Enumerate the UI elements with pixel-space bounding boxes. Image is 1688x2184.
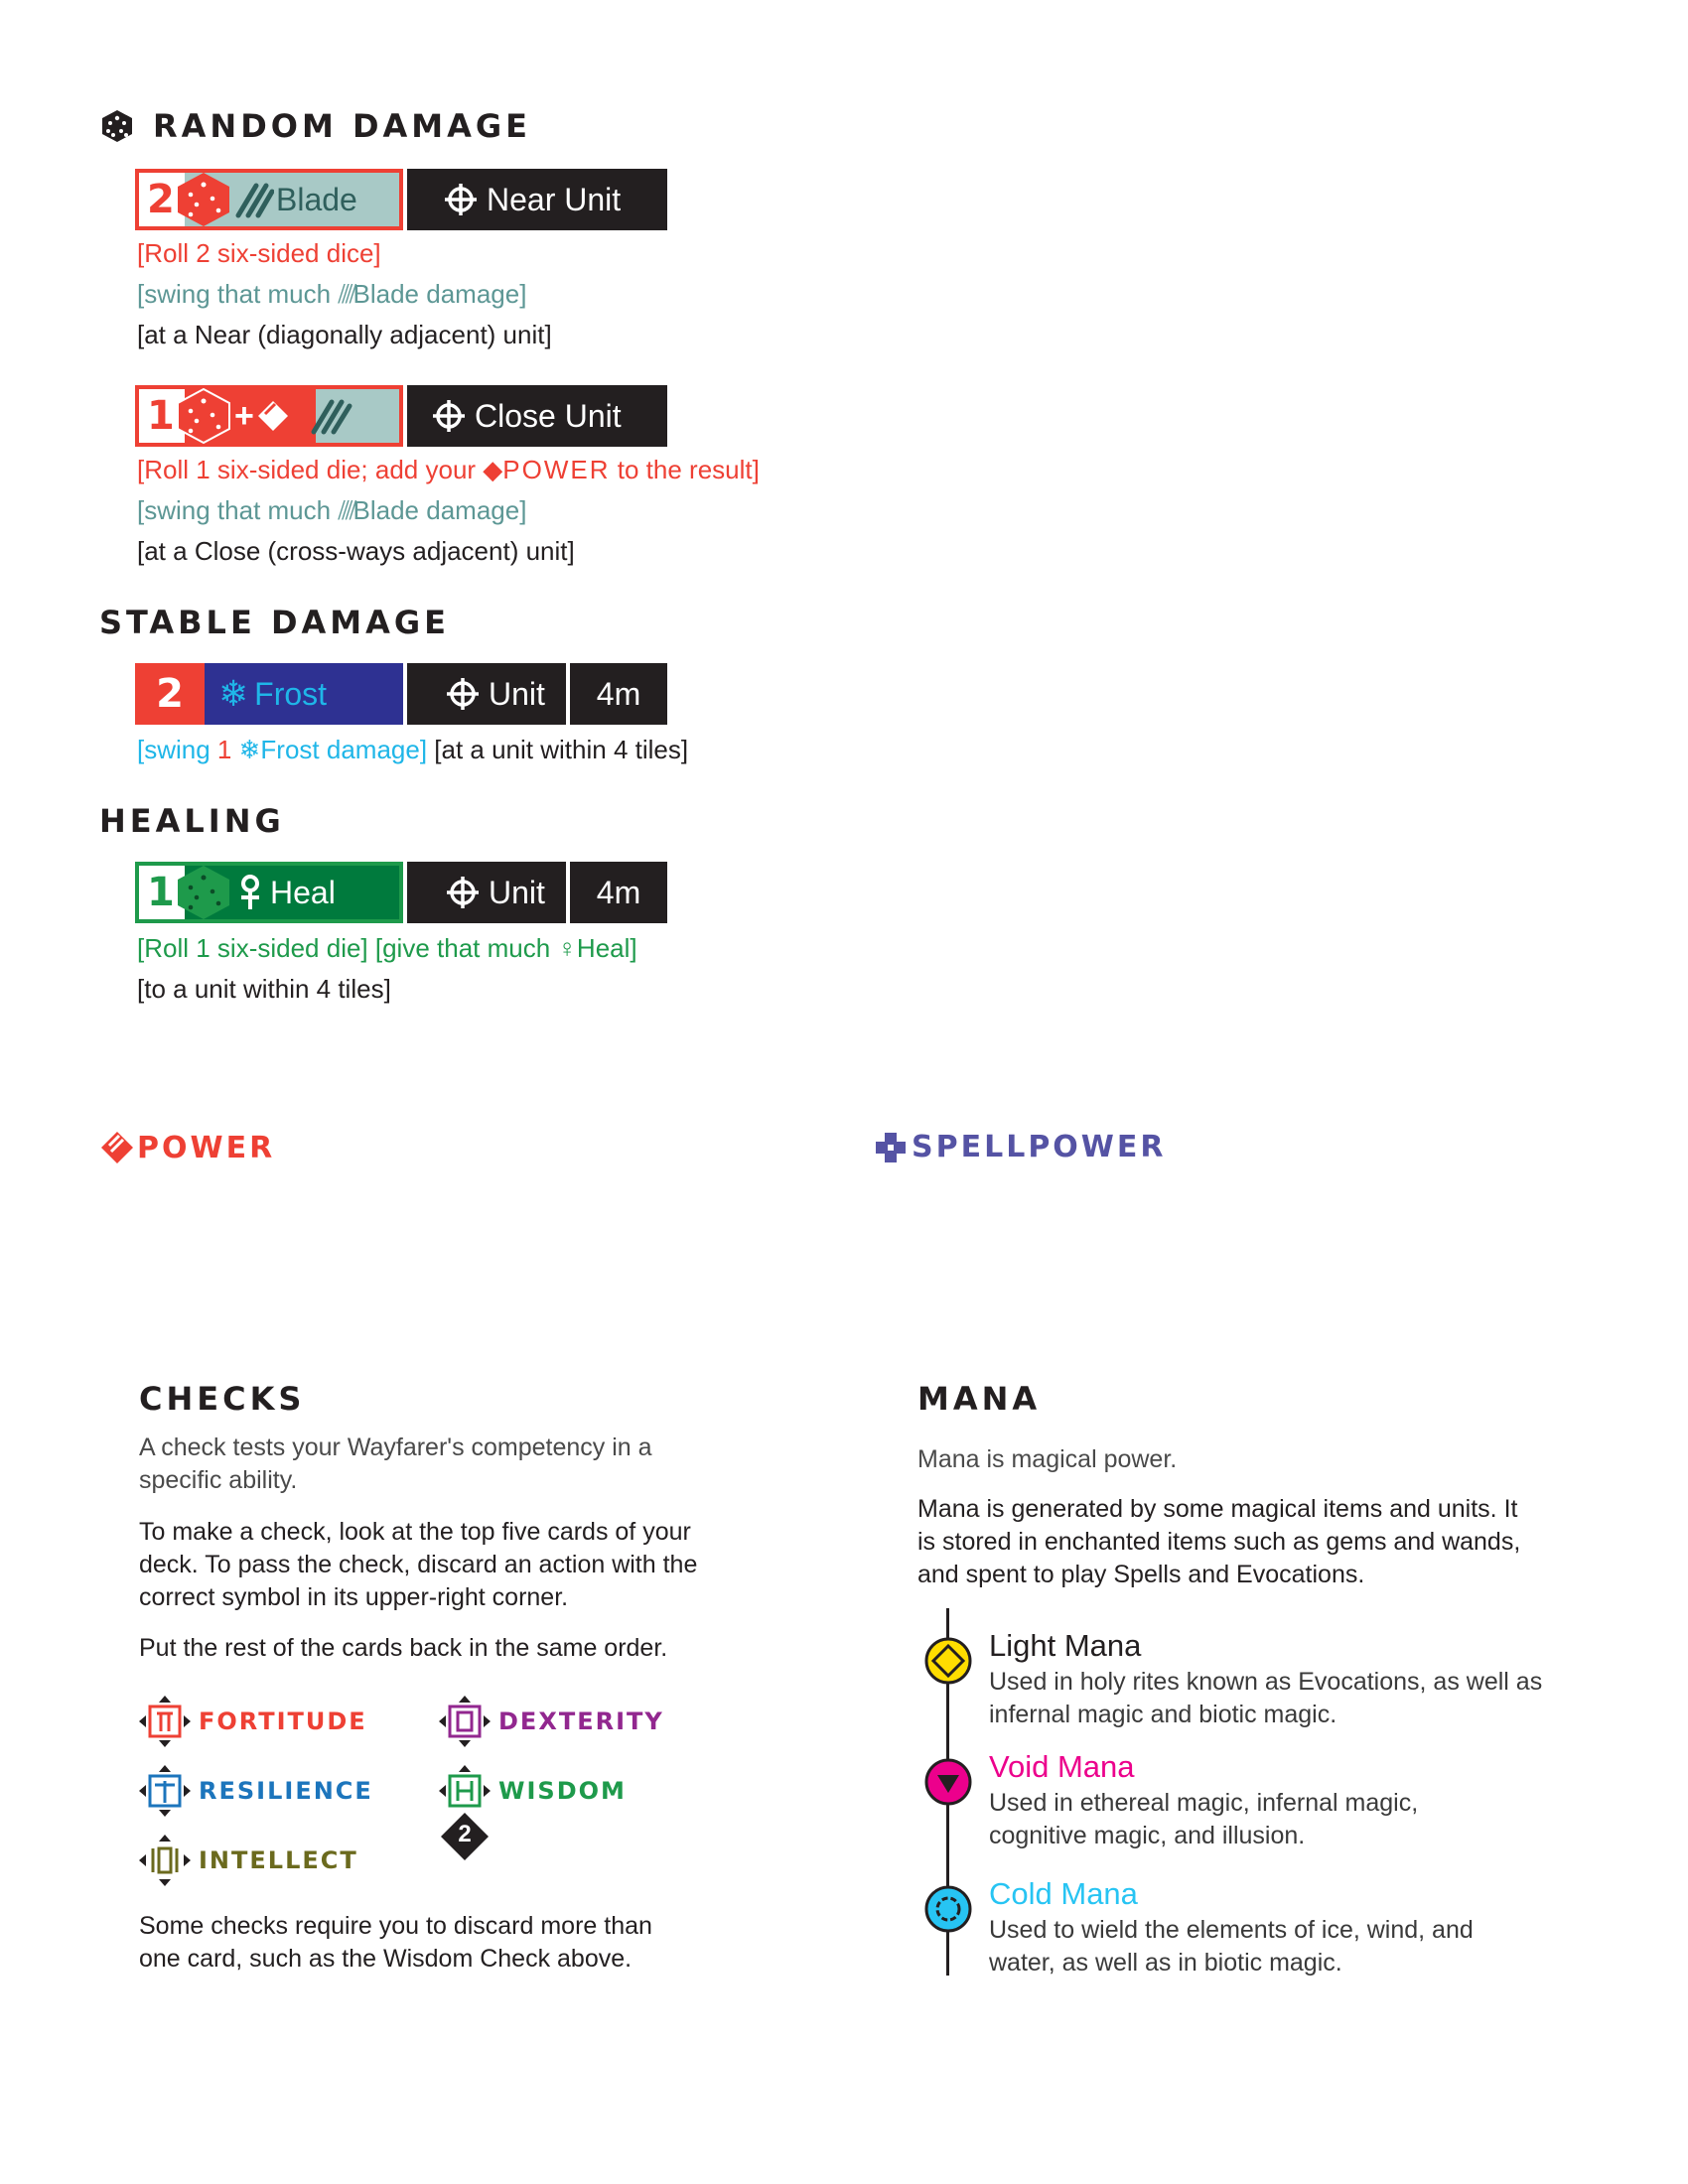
blade-icon: ⫽⫽ bbox=[338, 279, 353, 309]
frost-damage-card bbox=[135, 663, 667, 725]
stable-damage-heading: STABLE DAMAGE bbox=[99, 604, 450, 641]
red-die-icon bbox=[175, 387, 232, 445]
random-damage-heading: RANDOM DAMAGE bbox=[99, 107, 531, 145]
wisdom-count-badge: 2 bbox=[441, 1813, 489, 1860]
healing-heading: HEALING bbox=[99, 802, 285, 840]
ex4-line1: [Roll 1 six-sided die] [give that much ♀Heal] bbox=[137, 933, 637, 963]
resilience-icon bbox=[137, 1763, 193, 1819]
ex2-line3: [at a Close (cross-ways adjacent) unit] bbox=[137, 536, 575, 566]
void-mana-icon bbox=[923, 1757, 973, 1807]
checks-heading: CHECKS bbox=[139, 1380, 306, 1418]
plus-sign: + bbox=[234, 396, 254, 435]
dice-count: 2 bbox=[147, 177, 175, 222]
ex1-line1: [Roll 2 six-sided dice] bbox=[137, 238, 381, 268]
heal-icon bbox=[236, 874, 264, 911]
ex1-line2: [swing that much ⫽⫽Blade damage] bbox=[137, 279, 527, 309]
target-icon bbox=[443, 182, 479, 217]
power-heading: POWER bbox=[99, 1130, 275, 1165]
target-icon bbox=[445, 875, 481, 910]
damage-type-label: Blade bbox=[276, 181, 357, 217]
spellpower-heading: SPELLPOWER bbox=[874, 1130, 1167, 1164]
checks-p2: To make a check, look at the top five cards of your deck. To pass the check, discard an action with the correct symbol in its upper-right corner. bbox=[139, 1518, 698, 1611]
target-icon bbox=[431, 398, 467, 434]
ex3-line: [swing 1 ❄Frost damage] [at a unit within 4 tiles] bbox=[137, 735, 689, 764]
stat-resilience: RESILIENCE bbox=[137, 1763, 373, 1819]
heal-label: Heal bbox=[270, 874, 336, 910]
target-label: Close Unit bbox=[475, 397, 622, 434]
target-label: Unit bbox=[489, 675, 545, 712]
heal-card bbox=[135, 862, 667, 923]
range-label: 4m bbox=[596, 675, 641, 712]
wisdom-icon bbox=[437, 1763, 492, 1819]
range-label: 4m bbox=[596, 874, 641, 910]
mana-p1: Mana is magical power. bbox=[917, 1445, 1178, 1473]
dexterity-icon bbox=[437, 1694, 492, 1749]
blade-damage-card-1 bbox=[135, 169, 667, 230]
target-label: Near Unit bbox=[487, 181, 622, 217]
ex2-line2: [swing that much ⫽⫽Blade damage] bbox=[137, 495, 527, 525]
dice-count: 1 bbox=[147, 393, 175, 439]
damage-amount: 2 bbox=[156, 671, 184, 717]
checks-p3: Put the rest of the cards back in the same order. bbox=[139, 1634, 668, 1662]
blade-icon bbox=[234, 180, 274, 219]
mana-heading: MANA bbox=[917, 1380, 1042, 1418]
heal-icon: ♀ bbox=[557, 933, 577, 963]
checks-p4: Some checks require you to discard more than one card, such as the Wisdom Check above. bbox=[139, 1912, 652, 1973]
ex4-line2: [to a unit within 4 tiles] bbox=[137, 974, 391, 1004]
dice-icon bbox=[99, 108, 135, 144]
blade-icon: ⫽⫽ bbox=[338, 495, 353, 525]
mana-p2: Mana is generated by some magical items and units. It is stored in enchanted items such as gems and wands, and spent to play Spells and Evocations. bbox=[917, 1495, 1521, 1588]
blade-damage-card-2 bbox=[135, 385, 667, 447]
red-die-icon bbox=[175, 171, 232, 228]
damage-type-label: Frost bbox=[254, 675, 328, 712]
target-label: Unit bbox=[489, 874, 545, 910]
dice-count: 1 bbox=[147, 870, 175, 915]
power-icon bbox=[256, 399, 290, 433]
light-mana-icon bbox=[923, 1636, 973, 1686]
blade-icon bbox=[310, 396, 353, 436]
snowflake-icon: ❄ bbox=[238, 735, 261, 764]
checks-p1: A check tests your Wayfarer's competency in a specific ability. bbox=[139, 1433, 652, 1494]
stat-dexterity: DEXTERITY bbox=[437, 1694, 664, 1749]
green-die-icon bbox=[175, 864, 232, 921]
power-icon bbox=[99, 1130, 135, 1165]
ex2-line1: [Roll 1 six-sided die; add your ◆POWER to the result] bbox=[137, 455, 760, 484]
stat-wisdom: WISDOM bbox=[437, 1763, 627, 1819]
power-icon: ◆ bbox=[483, 455, 503, 484]
stat-intellect: INTELLECT bbox=[137, 1833, 358, 1888]
stat-fortitude: FORTITUDE bbox=[137, 1694, 367, 1749]
intellect-icon bbox=[137, 1833, 193, 1888]
cold-mana-icon bbox=[923, 1884, 973, 1934]
snowflake-icon: ❄ bbox=[218, 673, 249, 714]
target-icon bbox=[445, 676, 481, 712]
spellpower-icon bbox=[874, 1131, 908, 1164]
ex1-line3: [at a Near (diagonally adjacent) unit] bbox=[137, 320, 552, 349]
fortitude-icon bbox=[137, 1694, 193, 1749]
